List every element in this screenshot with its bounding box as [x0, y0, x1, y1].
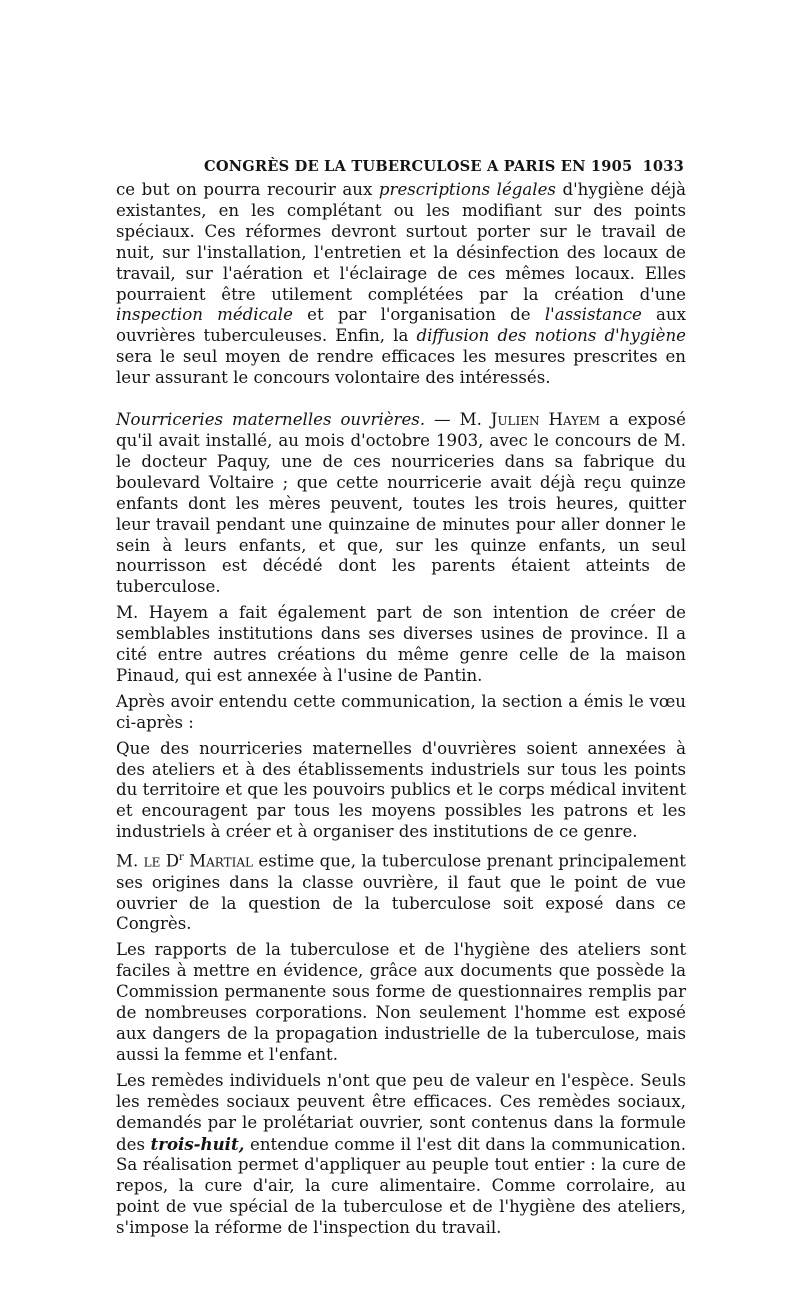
running-title: CONGRÈS DE LA TUBERCULOSE A PARIS EN 1905 — [204, 158, 633, 175]
text-run: ce but on pourra recourir aux — [116, 180, 379, 199]
book-page — [116, 158, 686, 1239]
speaker-name: Julien Hayem — [490, 410, 601, 430]
body-text — [116, 180, 686, 1239]
section-gap — [116, 389, 686, 410]
paragraph-voeu: Que des nourriceries maternelles d'ouvrières soient annexées à des ateliers et à des établissements industriels sur tous les points du territoire et que les pouvoirs publics et le corps médical invitent et encouragent par tous les moyens possibles les patrons et les industriels à créer et à organiser des institutions de ce genre. — [116, 738, 686, 842]
text-run: a exposé qu'il avait installé, au mois d'octobre 1903, avec le concours de M. le docteur Paquy, une de ces nourriceries dans sa fabrique du boulevard Voltaire ; que cette nourricerie avait déjà reçu quinze enfants dont les mères peuvent, toutes les trois heures, quitter leur travail pendant une quinzaine de minutes pour aller donner le sein à leurs enfants, et que, sur les quinze enfants, un seul nourrisson est décédé dont les parents étaient atteints de tuberculose. — [116, 410, 686, 597]
text-run: sera le seul moyen de rendre efficaces les mesures prescrites en leur assurant le concours volontaire des intéressés. — [116, 347, 686, 388]
text-run: et par l'organisation de — [292, 305, 545, 325]
text-run: d'hygiène déjà existantes, en les complétant ou les modifiant sur des points spéciaux. Ces réformes devront surtout porter sur le travail de nuit, sur l'installation, l'entretien et la désinfection des locaux de travail, sur l'aération et l'éclairage de ces mêmes locaux. Elles pourraient être utilement complétées par la création d'une — [116, 180, 686, 304]
italic-phrase: trois-huit, — [150, 1133, 245, 1154]
superscript: r — [179, 852, 184, 864]
section-heading-italic: Nourriceries maternelles ouvrières. — [116, 410, 426, 430]
paragraph-nourriceries — [116, 410, 686, 598]
page-number: 1033 — [642, 158, 684, 175]
italic-phrase: diffusion des notions d'hygiène — [416, 326, 686, 346]
text-run: entendue comme il l'est dit dans la communication. Sa réalisation permet d'appliquer au peuple tout entier : la cure de repos, la cure d'air, la cure alimentaire. Comme corrolaire, au point de vue spécial de la tuberculose et de l'hygiène des ateliers, s'impose la réforme de l'inspection du travail. — [116, 1134, 687, 1238]
text-run: aux ouvrières tuberculeuses. Enfin, la — [116, 305, 686, 346]
text-run: estime que, la tuberculose prenant principalement ses origines dans la classe ouvrière, il faut que le point de vue ouvrier de la question de la tuberculose soit exposé dans ce Congrès. — [116, 851, 686, 934]
paragraph-hygiene-reforms — [116, 180, 686, 389]
running-header — [116, 158, 686, 180]
paragraph-hayem-plans: M. Hayem a fait également part de son intention de créer de semblables institutions dans ses diverses usines de province. Il a cité entre autres créations du même genre celle de la maison Pinaud, qui est annexée à l'usine de Pantin. — [116, 603, 686, 685]
paragraph-martial — [116, 848, 686, 935]
text-run: — M. — [425, 410, 491, 430]
text-run: Les remèdes individuels n'ont que peu de valeur en l'espèce. Seuls les remèdes sociaux peuvent être efficaces. Ces remèdes sociaux, demandés par le prolétariat ouvrier, sont contenus dans la formule des — [116, 1070, 686, 1154]
italic-phrase: l'assistance — [544, 305, 642, 325]
paragraph-voeu-intro: Après avoir entendu cette communication, la section a émis le vœu ci-après : — [116, 691, 686, 732]
speaker-name: M. le D — [116, 851, 180, 871]
italic-phrase: prescriptions légales — [378, 180, 556, 199]
paragraph-rapports: Les rapports de la tuberculose et de l'hygiène des ateliers sont faciles à mettre en évidence, grâce aux documents que possède la Commission permanente sous forme de questionnaires remplis par de nombreuses corporations. Non seulement l'homme est exposé aux dangers de la propagation industrielle de la tuberculose, mais aussi la femme et l'enfant. — [116, 940, 686, 1064]
speaker-name: Martial — [183, 851, 254, 871]
paragraph-remedes — [116, 1071, 686, 1239]
italic-phrase: inspection médicale — [116, 305, 293, 325]
